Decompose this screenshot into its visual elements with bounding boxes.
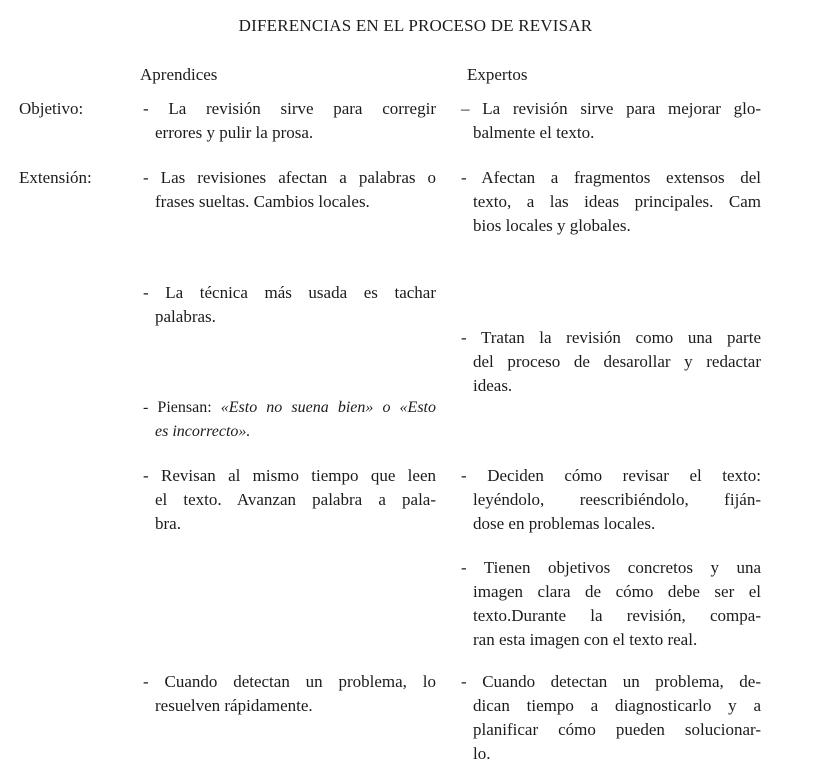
aprendices-item-problema: - Cuando detectan un problema, lo resuelven rápidamente. <box>143 672 436 715</box>
aprendices-item-extension: - Las revisiones afectan a palabras o frases sueltas. Cambios locales. <box>143 168 436 211</box>
page-title: DIFERENCIAS EN EL PROCESO DE REVISAR <box>238 16 593 35</box>
row-label-objetivo: Objetivo: <box>19 99 84 118</box>
aprendices-item-revisan: - Revisan al mismo tiempo que leen el texto. Avanzan palabra a pala- bra. <box>143 466 436 533</box>
expertos-item-tratan: - Tratan la revisión como una parte del proceso de desarollar y redactar ideas. <box>461 328 761 395</box>
expertos-item-extension: - Afectan a fragmentos extensos del texto, a las ideas principales. Cam bios locales y globales. <box>461 168 761 235</box>
aprendices-item-tecnica: - La técnica más usada es tachar palabras. <box>143 283 436 326</box>
expertos-item-deciden: - Deciden cómo revisar el texto: leyéndolo, reescribiéndolo, fiján- dose en problemas locales. <box>461 466 761 533</box>
expertos-item-problema: - Cuando detectan un problema, de- dican tiempo a diagnosticarlo y a planificar cómo pueden solucionar- lo. <box>461 672 761 763</box>
row-label-extension: Extensión: <box>19 168 92 187</box>
aprendices-item-objetivo: - La revisión sirve para corregir errores y pulir la prosa. <box>143 99 436 142</box>
expertos-item-objetivo: – La revisión sirve para mejorar glo- balmente el texto. <box>461 99 761 142</box>
aprendices-item-piensan: - Piensan: «Esto no suena bien» o «Esto es incorrecto». <box>143 399 437 440</box>
column-header-aprendices: Aprendices <box>140 65 218 84</box>
expertos-item-objetivos: - Tienen objetivos concretos y una imagen clara de cómo debe ser el texto.Durante la revisión, compa- ran esta imagen con el texto real. <box>461 558 761 649</box>
column-header-expertos: Expertos <box>467 65 528 84</box>
